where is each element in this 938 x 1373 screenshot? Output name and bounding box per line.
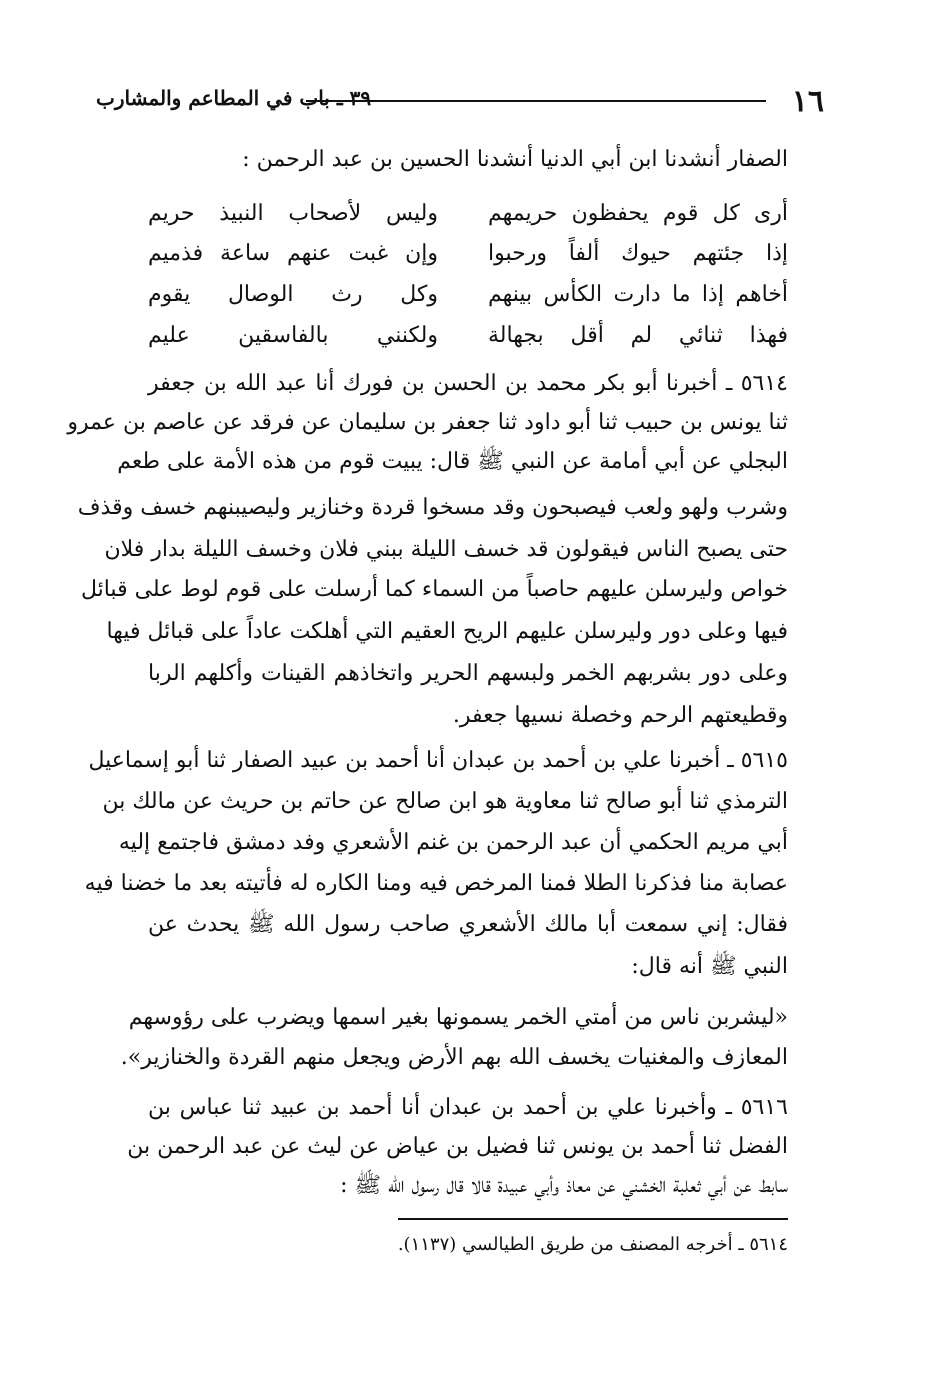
hadith-5615-line: ٥٦١٥ ـ أخبرنا علي بن أحمد بن عبدان أنا أحمد بن عبيد الصفار ثنا أبو إسماعيل: [88, 748, 788, 773]
hadith-5615-line: الترمذي ثنا أبو صالح ثنا معاوية هو ابن صالح عن حاتم بن حريث عن مالك بن: [102, 789, 788, 814]
hadith-5614-line: خواص وليرسلن عليهم حاصباً من السماء كما أرسلت على قوم لوط على قبائل: [80, 577, 788, 602]
hadith-5614-line: وشرب ولهو ولعب فيصبحون وقد مسخوا قردة وخنازير وليصيبنهم خسف وقذف: [77, 495, 788, 520]
header-divider: [306, 100, 766, 102]
hadith-5616-line: ٥٦١٦ ـ وأخبرنا علي بن أحمد بن عبدان أنا أحمد بن عبيد ثنا عباس بن: [148, 1095, 788, 1120]
hadith-5616-line: الفضل ثنا أحمد بن يونس ثنا فضيل بن عياض عن ليث عن عبد الرحمن بن: [127, 1134, 788, 1159]
page-header: [96, 80, 824, 120]
hadith-5614-line: البجلي عن أبي أمامة عن النبي ﷺ قال: يبيت قوم من هذه الأمة على طعم: [117, 449, 788, 474]
hadith-5614-line: فيها وعلى دور وليرسلن عليهم الريح العقيم التي أهلكت عاداً على قبائل فيها: [106, 619, 788, 644]
hadith-5614-line: وعلى دور بشربهم الخمر ولبسهم الحرير واتخاذهم القينات وأكلهم الربا: [148, 661, 788, 686]
verse-first-hemistich: فهذا ثنائي لم أقل بجهالة: [488, 323, 788, 348]
hadith-5615-line: عصابة منا فذكرنا الطلا فمنا المرخص فيه ومنا الكاره له فأتيته بعد ما خضنا فيه: [84, 871, 788, 896]
hadith-5614-line: حتى يصبح الناس فيقولون قد خسف الليلة ببني فلان وخسف الليلة بدار فلان: [104, 537, 788, 562]
verse-line: [148, 318, 788, 354]
verse-first-hemistich: أرى كل قوم يحفظون حريمهم: [488, 201, 788, 226]
hadith-5614-line: ثنا يونس بن حبيب ثنا أبو داود ثنا جعفر بن سليمان عن فرقد عن عاصم بن عمرو: [67, 410, 788, 435]
hadith-5614-line: ٥٦١٤ ـ أخبرنا أبو بكر محمد بن الحسن بن فورك أنا عبد الله بن جعفر: [148, 371, 788, 396]
quote-line: «ليشربن ناس من أمتي الخمر يسمونها بغير اسمها ويضرب على رؤوسهم: [128, 1005, 788, 1030]
hadith-5615-line: فقال: إني سمعت أبا مالك الأشعري صاحب رسول الله ﷺ يحدث عن: [148, 912, 788, 937]
verse-second-hemistich: وإن غبت عنهم ساعة فذميم: [148, 241, 438, 266]
footnote-divider: [398, 1218, 788, 1220]
page-number: ١٦: [791, 84, 824, 119]
intro-line: الصفار أنشدنا ابن أبي الدنيا أنشدنا الحسين بن عبد الرحمن :: [242, 147, 788, 172]
footnote: ٥٦١٤ ـ أخرجه المصنف من طريق الطيالسي (١١٣٧).: [397, 1234, 788, 1255]
verse-second-hemistich: وكل رث الوصال يقوم: [148, 282, 438, 307]
hadith-5615-line: أبي مريم الحكمي أن عبد الرحمن بن غنم الأشعري وفد دمشق فاجتمع إليه: [118, 830, 788, 855]
hadith-5614-line: وقطيعتهم الرحم وخصلة نسيها جعفر.: [452, 703, 788, 728]
verse-second-hemistich: وليس لأصحاب النبيذ حريم: [148, 201, 438, 226]
verse-second-hemistich: ولكنني بالفاسقين عليم: [148, 323, 438, 348]
quote-line: المعازف والمغنيات يخسف الله بهم الأرض ويجعل منهم القردة والخنازير».: [120, 1045, 788, 1070]
hadith-5616-line: سابط عن أبي ثعلبة الخشني عن معاذ وأبي عبيدة قالا قال رسول الله ﷺ :: [340, 1173, 788, 1198]
chapter-title: ٣٩ ـ باب في المطاعم والمشارب: [96, 86, 372, 110]
verse-line: [148, 236, 788, 272]
hadith-5615-line: النبي ﷺ أنه قال:: [631, 954, 788, 979]
verse-first-hemistich: إذا جئتهم حيوك ألفاً ورحبوا: [488, 241, 788, 266]
verse-line: [148, 277, 788, 313]
verse-first-hemistich: أخاهم إذا ما دارت الكأس بينهم: [488, 282, 788, 307]
verse-line: [148, 196, 788, 232]
